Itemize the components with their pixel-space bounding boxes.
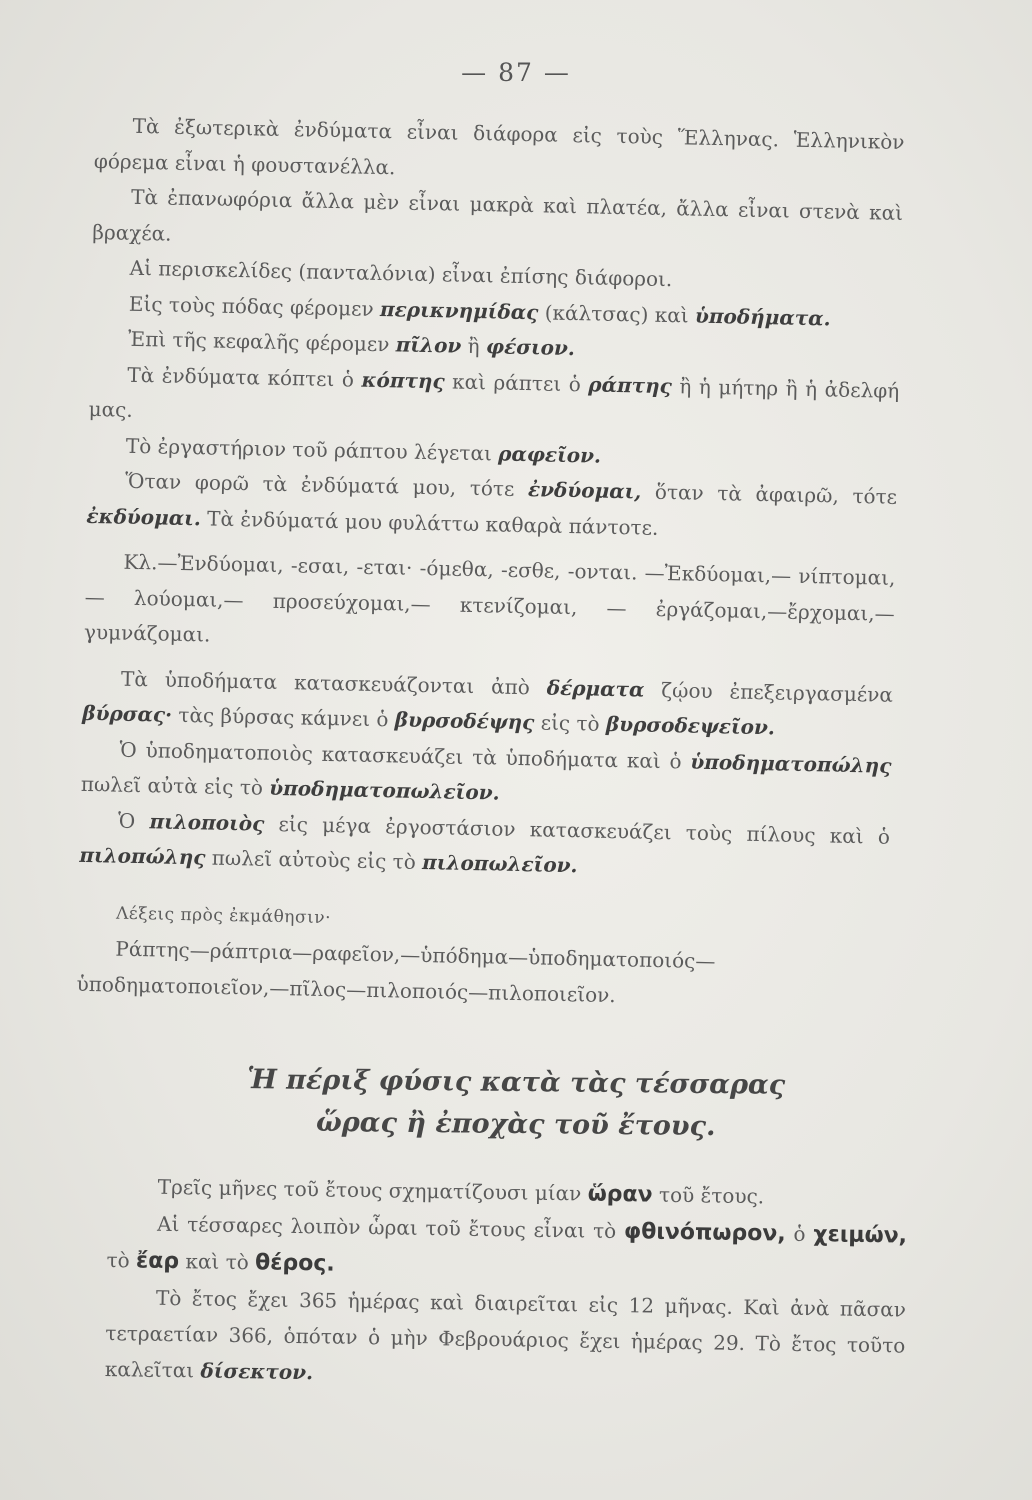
text-run: Ὁ: [117, 808, 150, 833]
emphasized-term: ὑποδήματα.: [694, 303, 831, 330]
emphasized-term: πιλοποιὸς: [149, 808, 265, 836]
text-run: Ὅταν φορῶ τὰ ἐνδύματά μου, τότε: [124, 468, 529, 502]
text-run: Τὰ ἐξωτερικὰ ἐνδύματα εἶναι διάφορα εἰς τοὺς Ἕλληνας. Ἑλληνικὸν φόρεμα εἶναι ἡ φουστανέλλα.: [93, 113, 905, 179]
emphasized-term: βυρσοδέψης: [394, 707, 535, 735]
text-run: τοῦ ἔτους.: [652, 1182, 765, 1209]
text-run: τὸ: [106, 1247, 137, 1273]
text-run: ἢ: [461, 333, 487, 359]
emphasized-term: περικνημίδας: [379, 296, 539, 324]
emphasized-term: πῖλον: [395, 332, 462, 358]
text-run: ὅταν τὰ ἀφαιρῶ, τότε: [641, 479, 898, 509]
paragraph-container: [79, 108, 905, 890]
section-text: [105, 1168, 908, 1400]
text-run: Τὸ ἔτος ἔχει 365 ἡμέρας καὶ διαιρεῖται εἰς 12 μῆνας. Καὶ ἀνὰ πᾶσαν τετραετίαν 366, ὁπόταν ὁ μὴν Φεβρουάριος ἔχει ἡμέρας 29. Τὸ ἔτος τοῦτο καλεῖται: [104, 1285, 907, 1383]
text-run: Εἰς τοὺς πόδας φέρομεν: [128, 291, 381, 321]
text-run: καὶ τὸ: [178, 1249, 256, 1275]
section-paragraph-container: [105, 1168, 908, 1400]
emphasized-term: ράπτης: [588, 371, 673, 398]
text-run: ἢ ἡ μήτηρ ἢ ἡ ἀδελφή μας.: [88, 373, 900, 422]
section-title-line-2: ὥρας ἢ ἐποχὰς τοῦ ἔτους.: [315, 1106, 716, 1143]
emphasized-term: ὑποδηματοπωλεῖον.: [269, 775, 500, 805]
paragraph: [106, 1205, 907, 1292]
text-run: Αἱ τέσσαρες λοιπὸν ὧραι τοῦ ἔτους εἶναι τὸ: [156, 1211, 625, 1244]
emphasized-term: ἐκδύομαι.: [86, 503, 202, 530]
words-heading: Λέξεις πρὸς ἐκμάθησιν·: [115, 903, 332, 928]
text-run: (κάλτσας) καὶ: [538, 299, 696, 328]
emphasized-term: δέρματα: [546, 675, 645, 702]
text-run: Τὸ ἐργαστήριον τοῦ ράπτου λέγεται: [125, 433, 499, 466]
emphasized-term: κόπτης: [361, 367, 445, 393]
emphasized-term: ἐνδύομαι,: [527, 477, 642, 504]
emphasized-term: πιλοπωλεῖον.: [421, 850, 578, 878]
season-term: θέρος.: [254, 1250, 335, 1277]
emphasized-term: ραφεῖον.: [497, 441, 602, 468]
emphasized-term: δίσεκτον.: [200, 1358, 314, 1385]
text-run: εἰς τὸ: [534, 710, 607, 736]
text-run: Αἱ περισκελίδες (πανταλόνια) εἶναι ἐπίσης διάφοροι.: [129, 255, 673, 292]
season-term: χειμών,: [813, 1222, 908, 1249]
text-run: Τὰ ἐνδύματά μου φυλάττω καθαρὰ πάντοτε.: [200, 505, 659, 540]
text-run: καὶ ράπτει ὁ: [444, 368, 589, 396]
emphasized-term: φέσιον.: [485, 334, 576, 361]
text-run: Τὰ ἐνδύματα κόπτει ὁ: [127, 362, 362, 392]
emphasized-term: βύρσας·: [82, 700, 173, 727]
emphasized-term: βυρσοδεψεῖον.: [605, 711, 776, 740]
text-run: ζῴου ἐπεξειργασμένα: [644, 677, 894, 707]
section-title: [0, 1057, 1032, 1152]
season-term: ἔαρ: [135, 1248, 180, 1275]
text-run: Τρεῖς μῆνες τοῦ ἔτους σχηματίζουσι μίαν: [157, 1174, 588, 1206]
word-list: Ράπτης—ράπτρια—ραφεῖον,—ὑπόδημα—ὑποδηματοποιός—ὑποδηματοποιεῖον,—πῖλος—πιλοποιός—πιλοποιεῖον.: [76, 936, 716, 1007]
emphasized-term: ὑποδηματοπώλης: [690, 749, 892, 778]
text-run: τὰς βύρσας κάμνει ὁ: [171, 702, 396, 732]
emphasized-term: πιλοπώλης: [79, 842, 206, 870]
paragraph: [105, 1279, 907, 1400]
season-term: φθινόπωρον,: [623, 1219, 786, 1247]
page-number: — 87 —: [461, 58, 571, 87]
text-run: Ἐπὶ τῆς κεφαλῆς φέρομεν: [127, 326, 397, 357]
season-term: ὥραν: [587, 1181, 653, 1208]
text-run: Κλ.—Ἐνδύομαι, -εσαι, -εται· -όμεθα, -εσθε, -ονται. —Ἐκδύομαι,— νίπτομαι,— λούομαι,— προσεύχομαι,— κτενίζομαι, — ἐργάζομαι,—ἔρχομαι,—γυμνάζομαι.: [83, 549, 896, 647]
section-title-line-1: Ἡ πέριξ φύσις κατὰ τὰς τέσσαρας: [247, 1064, 786, 1101]
text-run: πωλεῖ αὐτὰ εἰς τὸ: [80, 771, 270, 800]
text-run: Ὁ ὑποδηματοποιὸς κατασκευάζει τὰ ὑποδήματα καὶ ὁ: [119, 737, 691, 774]
text-run: Τὰ ἐπανωφόρια ἄλλα μὲν εἶναι μακρὰ καὶ πλατέα, ἄλλα εἶναι στενὰ καὶ βραχέα.: [92, 184, 904, 246]
paragraph: [84, 544, 896, 667]
text-run: Τὰ ὑποδήματα κατασκευάζονται ἀπὸ: [120, 666, 548, 700]
text-run: πωλεῖ αὐτοὺς εἰς τὸ: [205, 845, 423, 875]
text-run: ὁ: [785, 1221, 814, 1247]
text-run: εἰς μέγα ἐργοστάσιον κατασκευάζει τοὺς πίλους καὶ ὁ: [264, 811, 891, 849]
main-text: [76, 108, 905, 1019]
